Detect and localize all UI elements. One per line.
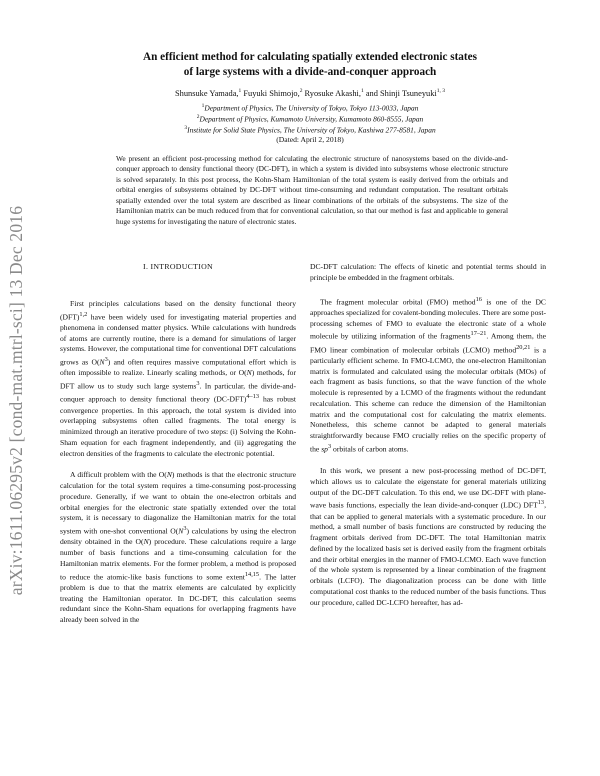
- affiliation-number: 2: [196, 114, 200, 120]
- intro-paragraph-1: First principles calculations based on the density functional theory (DFT)$^{1,2}$ have been widely used for investigating material properties and phenomena in condensed matter physics. While calculations with hundreds of atoms are currently routine, there is a demand for simulations of larger systems. However, the computational time for conventional DFT calculations grows as $O(N^3)$ and often requires massive computational effort which is often impossible to realize. Linearly scaling methods, or O(N) methods, for DFT allow us to study such large systems$^3$. In particular, the divide-and-conquer approach to density functional theory $(DC-DFT)^{4-13}$ has robust convergence properties. In this approach, the total system is divided into overlapping subsystems often called fragments. The total energy is minimized through an iterative procedure of two steps: (i) Solving the Kohn-Sham equation for each fragment independently, and (ii) aggregating the electron densities of the fragments to calculate the electronic potential.: [60, 298, 296, 458]
- date-line: (Dated: April 2, 2018): [276, 135, 344, 144]
- intro-paragraph-3: The fragment molecular orbital (FMO) method$^{16}$ is one of the DC approaches specialized for covalent-bonding molecules. There are some post-processing schemes of FMO to evaluate the electronic state of a whole molecule by utilizing information of the fragments$^{17-21}$. Among them, the FMO linear combination of molecular orbitals (LCMO) method$^{20,21}$ is a particularly efficient scheme. In FMO-LCMO, the one-electron Hamiltonian matrix is formulated and calculated using the molecular orbitals (MOs) of each fragment as basis functions, so that the wave function of the whole molecule is represented by a LCMO of the fragments without the redundant recalculation. This scheme can reduce the dimension of the Hamiltonian matrix and the computational cost for calculating the matrix elements. Nonetheless, this scheme cannot be adapted to general materials straightforwardly because FMO crucially relies on the specific property of the $sp^3$ orbitals of carbon atoms.: [310, 295, 547, 454]
- right-column: [310, 262, 546, 608]
- affiliation-marker: 2: [299, 88, 303, 94]
- affiliation-number: 1: [201, 103, 205, 109]
- title-line-1: An efficient method for calculating spatially extended electronic states: [143, 51, 477, 63]
- affiliation-text: Department of Physics, Kumamoto University, Kumamoto 860-8555, Japan: [199, 114, 424, 124]
- affiliation-text: Institute for Solid State Physics, The University of Tokyo, Kashiwa 277-8581, Japan: [187, 125, 436, 135]
- affiliation-text: Department of Physics, The University of Tokyo, Tokyo 113-0033, Japan: [204, 103, 419, 113]
- intro-paragraph-4: In this work, we present a new post-processing method of DC-DFT, which allows us to calculate the eigenstate for general materials utilizing output of the DC-DFT calculation. To this end, we use DC-DFT with plane-wave basis functions, especially the lean divide-and-conquer (LDC) DFT$^{13}$, that can be applied to general materials with a systematic procedure. In our method, a small number of basis functions are constructed by reducing the fragment orbitals derived from DC-DFT. The total Hamiltonian matrix defined by the localized basis set is derived easily from the fragment orbitals and their orbital energies in the manner of FMO-LCMO. Each wave function of the whole system is represented by a linear combination of the fragment orbitals (LCFO). The diagonalization process can be done with little computational cost thanks to the reduced number of the basis functions. Thus our procedure, called DC-LCFO hereafter, has ad-: [310, 466, 546, 607]
- author-name: and Shinji Tsuneyuki: [363, 88, 437, 98]
- section-heading-introduction: I. INTRODUCTION: [143, 262, 213, 271]
- author-name: Fuyuki Shimojo,: [241, 88, 300, 98]
- affiliation-marker: 1, 3: [436, 88, 445, 94]
- paper-title: [100, 50, 520, 79]
- left-column: [60, 262, 296, 626]
- arxiv-stamp: [5, 180, 29, 620]
- affiliation-marker: 1: [238, 88, 242, 94]
- author-name: Shunsuke Yamada,: [175, 88, 239, 98]
- affiliation-number: 3: [184, 125, 188, 131]
- author-list: [90, 88, 530, 98]
- author-name: Ryosuke Akashi,: [302, 88, 361, 98]
- arxiv-identifier: arXiv:1611.06295v2 [cond-mat.mtrl-sci] 13 Dec 2016: [6, 205, 27, 595]
- affiliation-marker: 1: [360, 88, 364, 94]
- title-line-2: of large systems with a divide-and-conquer approach: [183, 65, 437, 78]
- intro-paragraph-continued: DC-DFT calculation: The effects of kinetic and potential terms should in principle be embedded in the fragment orbitals.: [310, 262, 546, 282]
- intro-paragraph-2: A difficult problem with the O(N) methods is that the electronic structure calculation for the total system requires a time-consuming post-processing procedure. Generally, if we want to obtain the one-electron orbitals and orbital energies for the electronic state spatially extended over the total system, it is necessary to diagonalize the Hamiltonian matrix for the total system with one-shot conventional $O(N^3)$ calculations by using the electron density obtained in the O(N) procedure. These calculations require a large number of basis functions and a time-consuming calculation for the Hamiltonian matrix elements. For the former problem, a method is proposed to reduce the atomic-like basis functions to some extent$^{14,15}$. The latter problem is due to that the matrix elements are calculated by explicitly treating the Hamiltonian operator. In DC-DFT, this calculation seems redundant since the Kohn-Sham equations for overlapping fragments have already been solved in the: [60, 470, 297, 625]
- abstract: We present an efficient post-processing method for calculating the electronic structure of nanosystems based on the divide-and-conquer approach to density functional theory (DC-DFT), in which a system is divided into subsystems whose electronic structure is solved separately. In this post process, the Kohn-Sham Hamiltonian of the total system is easily derived from the orbitals and orbital energies of subsystems obtained by DC-DFT without time-consuming and redundant computation. The resultant orbitals spatially extended over the total system are described as linear combinations of the orbitals of the subsystems. The size of the Hamiltonian matrix can be much reduced from that for conventional calculation, so that our method is fast and applicable to general huge systems for investigating the nature of electronic states.: [116, 154, 508, 226]
